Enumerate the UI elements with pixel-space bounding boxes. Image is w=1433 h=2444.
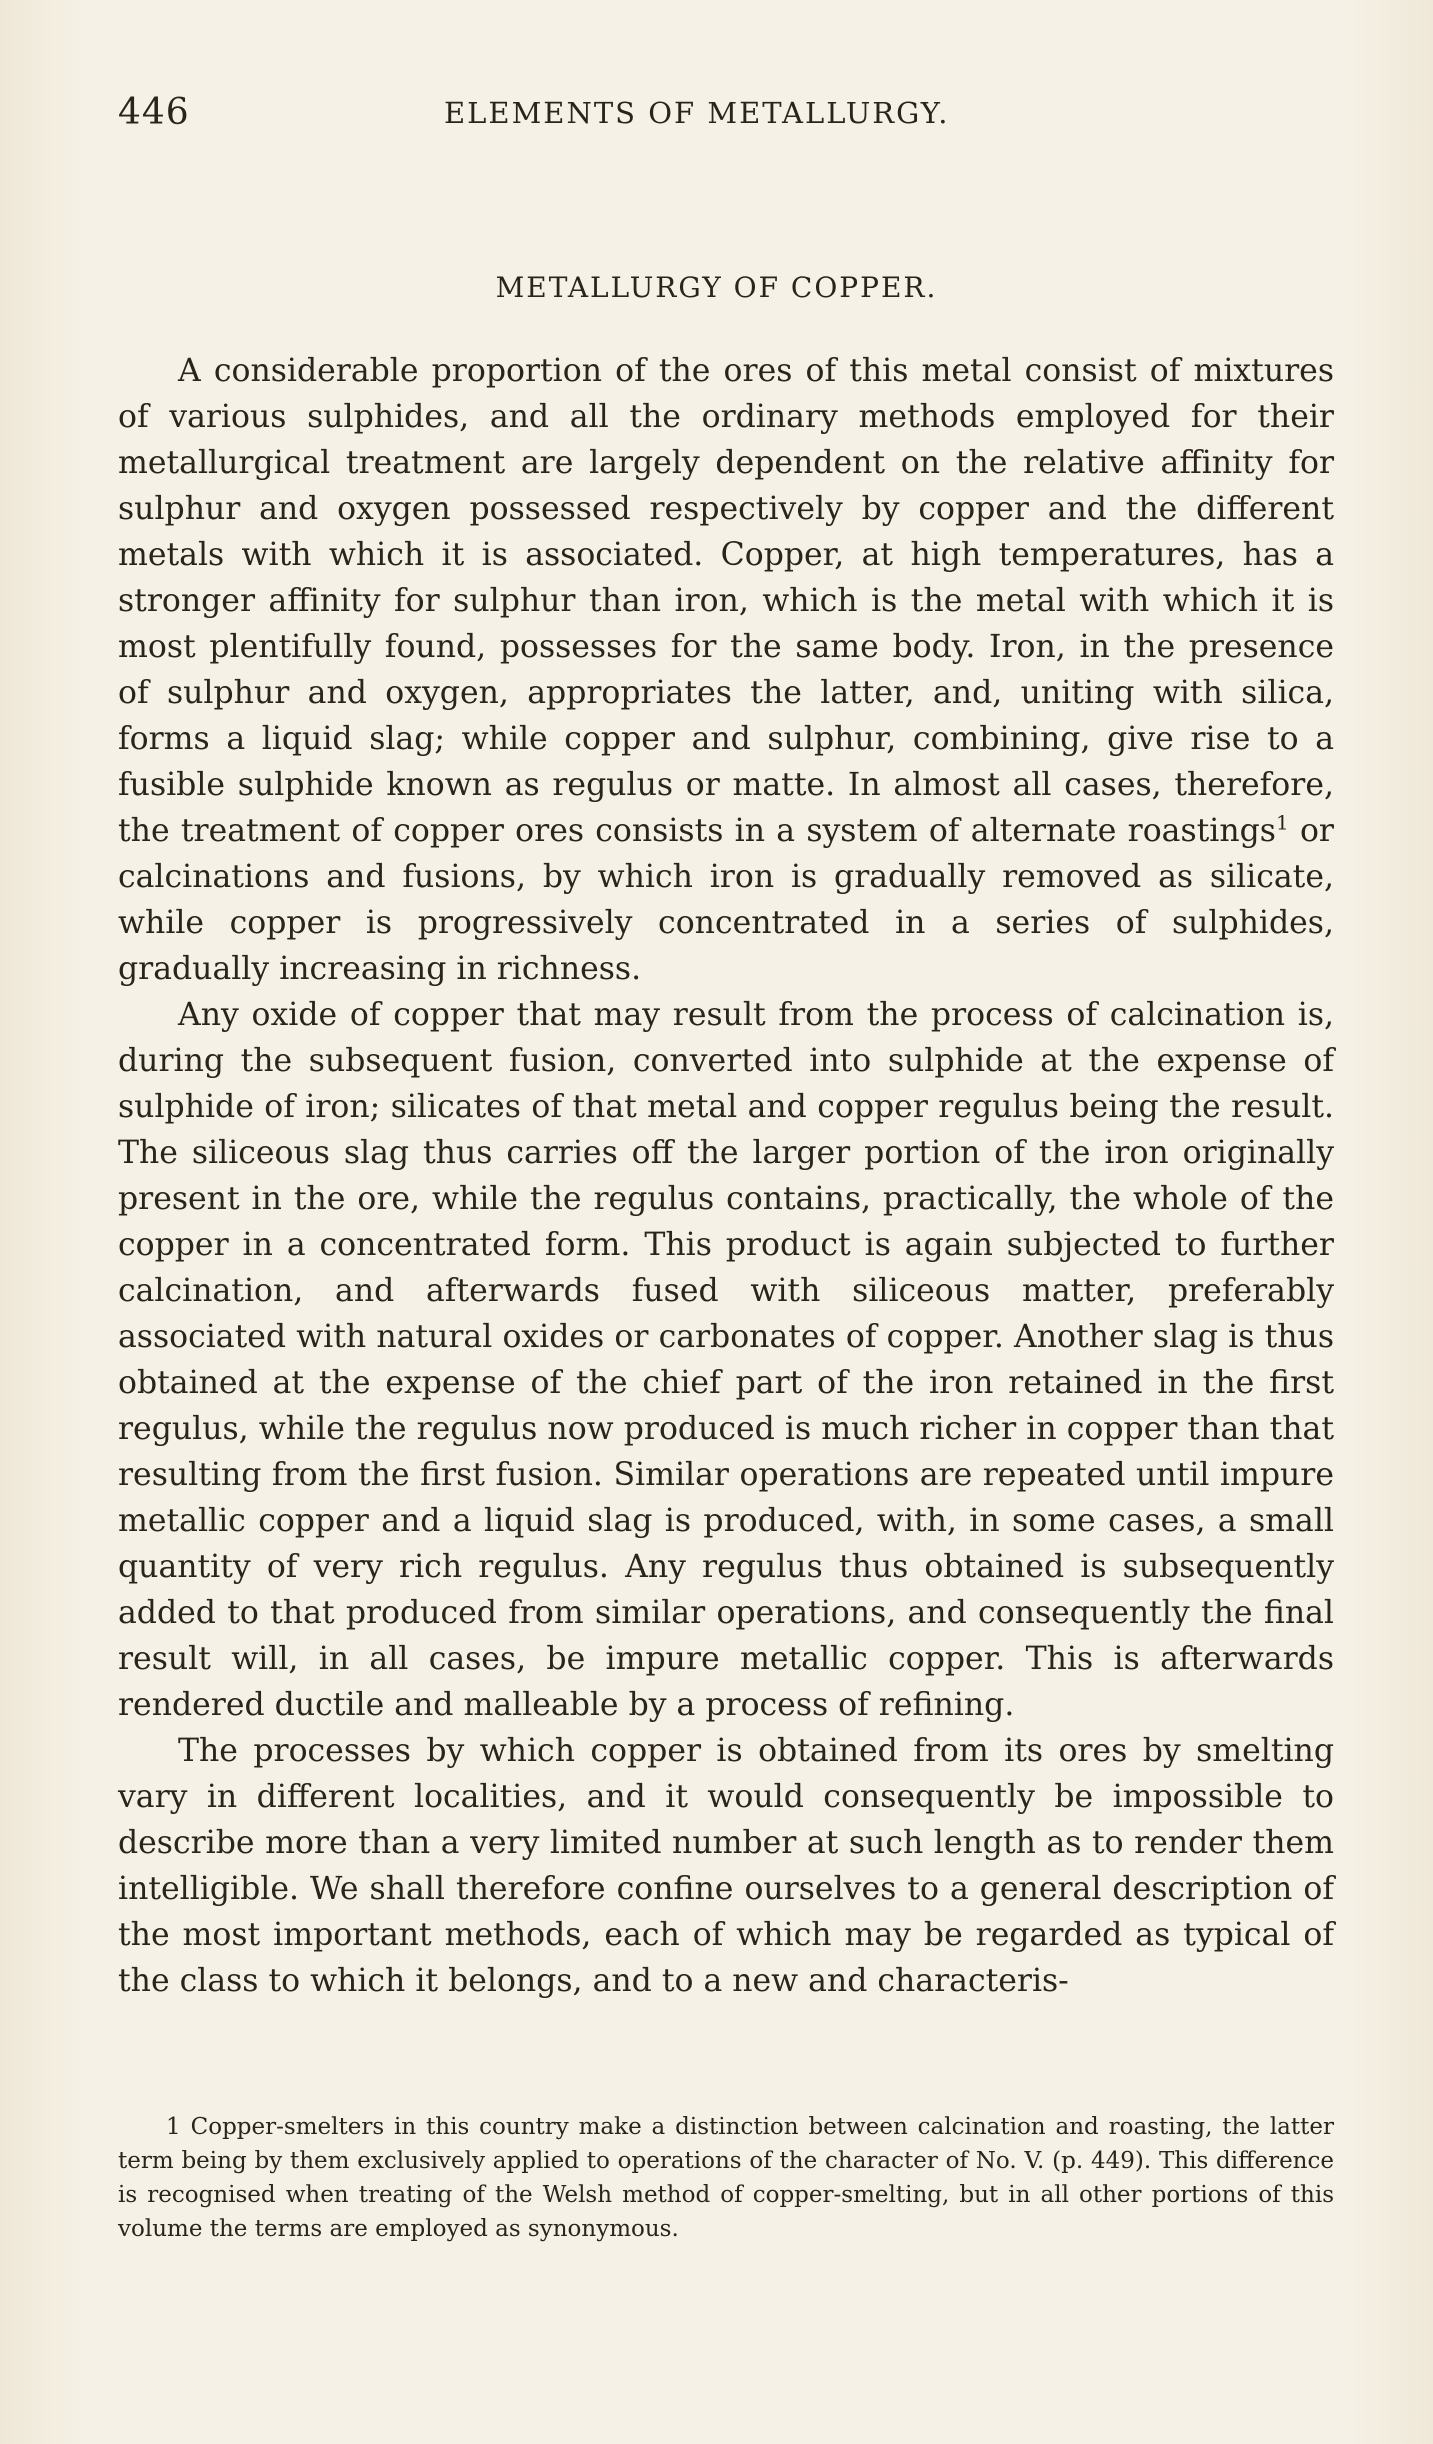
running-title: ELEMENTS OF METALLURGY. [444,96,950,130]
paragraph-1 [118,348,1334,992]
paragraph-3: The processes by which copper is obtained from its ores by smelting vary in different localities, and it would consequently be impossible to describe more than a very limited number at such length as to render them intelligible. We shall therefore confine ourselves to a general description of the most important methods, each of which may be regarded as typical of the class to which it belongs, and to a new and characteris- [118,1733,1334,1999]
paragraph-1-text-b: or calcinations and fusions, by which iron is gradually removed as silicate, while copper is progressively concentrated in a series of sulphides, gradually increasing in richness. [118,813,1334,987]
body-text [118,348,1334,2004]
footnote-paragraph [118,2110,1334,2246]
footnote-reference: 1 [1275,810,1289,835]
footnote-text: Copper-smelters in this country make a distinction between calcination and roasting, the latter term being by them exclusively applied to operations of the character of No. V. (p. 449). This difference is recognised when treating of the Welsh method of copper-smelting, but in all other portions of this volume the terms are employed as synonymous. [118,2114,1334,2242]
running-header [118,92,1358,142]
paragraph-1-text-a: A considerable proportion of the ores of this metal consist of mixtures of various sulphides, and all the ordinary methods employed for their metallurgical treatment are largely dependent on the relative affinity for sulphur and oxygen possessed respectively by copper and the different metals with which it is associated. Copper, at high temperatures, has a stronger affinity for sulphur than iron, which is the metal with which it is most plentifully found, possesses for the same body. Iron, in the presence of sulphur and oxygen, appropriates the latter, and, uniting with silica, forms a liquid slag; while copper and sulphur, combining, give rise to a fusible sulphide known as regulus or matte. In almost all cases, therefore, the treatment of copper ores consists in a system of alternate roastings [118,353,1334,849]
section-title: METALLURGY OF COPPER. [495,271,938,304]
paragraph-2: Any oxide of copper that may result from the process of calcination is, during the subsequent fusion, converted into sulphide at the expense of sulphide of iron; silicates of that metal and copper regulus being the result. The siliceous slag thus carries off the larger portion of the iron originally present in the ore, while the regulus contains, practically, the whole of the copper in a concentrated form. This product is again subjected to further calcination, and afterwards fused with siliceous matter, preferably associated with natural oxides or carbonates of copper. Another slag is thus obtained at the expense of the chief part of the iron retained in the first regulus, while the regulus now produced is much richer in copper than that resulting from the first fusion. Similar operations are repeated until impure metallic copper and a liquid slag is produced, with, in some cases, a small quantity of very rich regulus. Any regulus thus obtained is subsequently added to that produced from similar operations, and consequently the final result will, in all cases, be impure metallic copper. This is afterwards rendered ductile and malleable by a process of refining. [118,997,1334,1723]
page-number: 446 [118,92,190,133]
footnote [118,2110,1334,2246]
footnote-number: 1 [166,2114,181,2140]
